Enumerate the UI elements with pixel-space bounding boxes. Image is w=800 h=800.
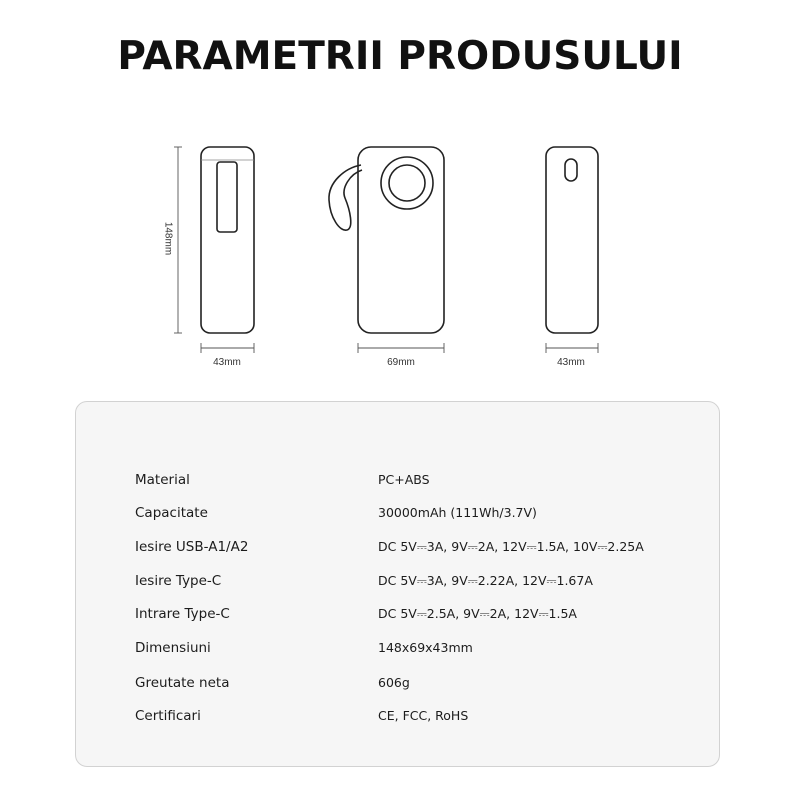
side-view-left — [201, 147, 254, 333]
front-view — [329, 147, 444, 333]
spec-label: Iesire USB-A1/A2 — [135, 539, 249, 555]
side-left-width-label: 43mm — [213, 357, 241, 368]
spec-value: CE, FCC, RoHS — [378, 708, 469, 723]
spec-row-capacity — [76, 505, 721, 525]
spec-value: PC+ABS — [378, 472, 430, 487]
spec-row-type-c-input — [76, 606, 721, 626]
spec-label: Greutate neta — [135, 675, 230, 691]
side-view-right — [546, 147, 598, 333]
specifications-panel — [75, 401, 720, 767]
spec-row-material — [76, 472, 721, 492]
spec-row-certifications — [76, 708, 721, 728]
spec-row-type-c-output — [76, 573, 721, 593]
spec-label: Intrare Type-C — [135, 606, 230, 622]
spec-row-usb-a-output — [76, 539, 721, 559]
spec-value: DC 5V⎓3A, 9V⎓2A, 12V⎓1.5A, 10V⎓2.25A — [378, 539, 644, 554]
front-width-label: 69mm — [387, 357, 415, 368]
spec-value: 606g — [378, 675, 410, 690]
spec-row-dimensions — [76, 640, 721, 660]
spec-value: 148x69x43mm — [378, 640, 473, 655]
spec-label: Dimensiuni — [135, 640, 211, 656]
height-dimension-label: 148mm — [162, 221, 174, 256]
spec-value: 30000mAh (111Wh/3.7V) — [378, 505, 537, 520]
spec-label: Material — [135, 472, 190, 488]
spec-label: Iesire Type-C — [135, 573, 222, 589]
spec-value: DC 5V⎓2.5A, 9V⎓2A, 12V⎓1.5A — [378, 606, 577, 621]
spec-row-weight — [76, 675, 721, 695]
spec-value: DC 5V⎓3A, 9V⎓2.22A, 12V⎓1.67A — [378, 573, 593, 588]
side-right-width-label: 43mm — [557, 357, 585, 368]
page-title: PARAMETRII PRODUSULUI — [117, 34, 683, 79]
spec-label: Certificari — [135, 708, 201, 724]
spec-label: Capacitate — [135, 505, 208, 521]
